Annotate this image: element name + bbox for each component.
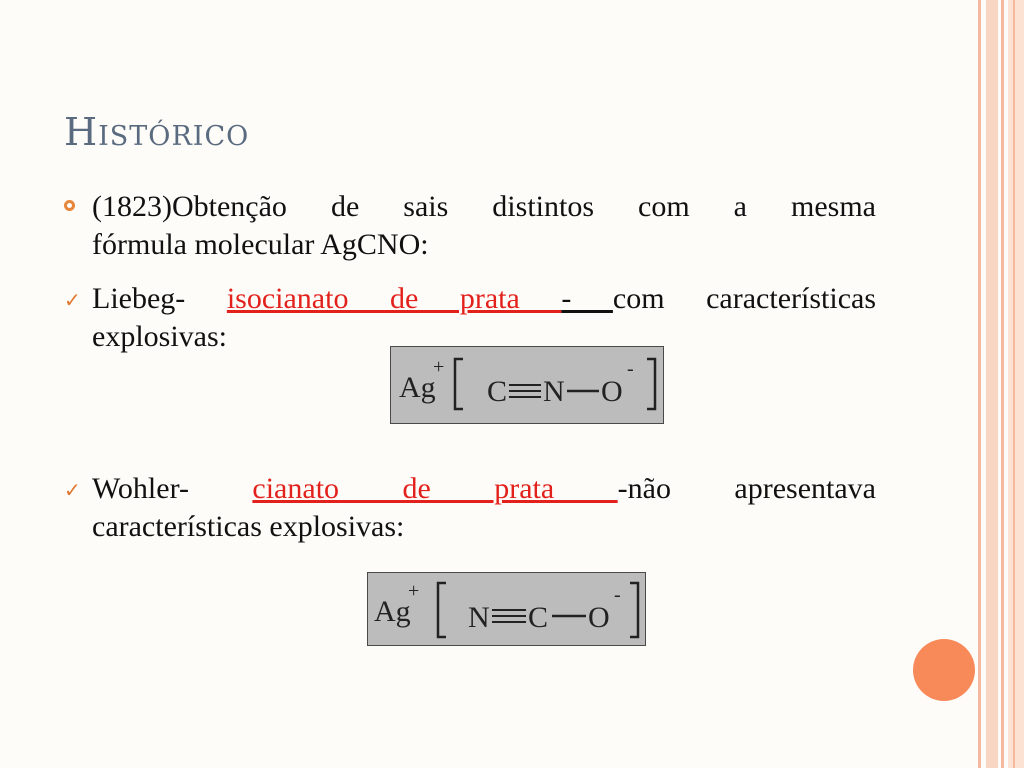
checkmark-icon: ✓ (64, 288, 81, 312)
checkmark-icon: ✓ (64, 478, 81, 502)
item-line (92, 470, 876, 508)
formula-cyanate (367, 572, 646, 646)
formula-atom: C (487, 375, 508, 408)
decor-stripe (1013, 0, 1015, 768)
item-suffix: com características (612, 282, 876, 315)
formula-atom: C (528, 601, 549, 634)
item-prefix: Wohler- (92, 472, 253, 505)
slide-title: Histórico (64, 110, 250, 154)
formula-charge: + (433, 356, 445, 378)
bracket-right (630, 583, 638, 637)
decor-stripe (978, 0, 981, 768)
decor-stripe (986, 0, 998, 768)
isocianato-link[interactable]: isocianato de prata (226, 282, 562, 315)
formula-charge: + (408, 580, 420, 602)
item-line: características explosivas: (92, 510, 405, 543)
bullet-circle-icon (64, 200, 75, 211)
bullet-text (92, 188, 876, 264)
formula-atom: N (468, 601, 490, 634)
formula-charge: - (614, 584, 621, 606)
decor-circle (913, 639, 975, 701)
item-line (92, 280, 876, 318)
formula-atom: O (601, 375, 623, 408)
item-dash: - (561, 282, 613, 315)
bracket-left (438, 583, 446, 637)
formula-atom: O (588, 601, 610, 634)
formula-isocyanate (390, 346, 664, 424)
bracket-right (647, 359, 655, 409)
formula-metal: Ag (374, 595, 411, 628)
formula-charge: - (627, 358, 634, 380)
item-line: explosivas: (92, 320, 227, 353)
bullet-line: fórmula molecular AgCNO: (92, 228, 429, 261)
formula-metal: Ag (399, 371, 436, 404)
bracket-left (455, 359, 463, 409)
cianato-link[interactable]: cianato de prata (252, 472, 618, 505)
formula-atom: N (543, 375, 565, 408)
item-suffix: -não apresentava (617, 472, 876, 505)
decor-stripe (1001, 0, 1004, 768)
bullet-line: (1823)Obtenção de sais distintos com a mesma (92, 190, 876, 223)
item-prefix: Liebeg- (92, 282, 227, 315)
decor-stripe (1008, 0, 1024, 768)
item-wohler (92, 470, 876, 546)
item-liebeg (92, 280, 876, 356)
